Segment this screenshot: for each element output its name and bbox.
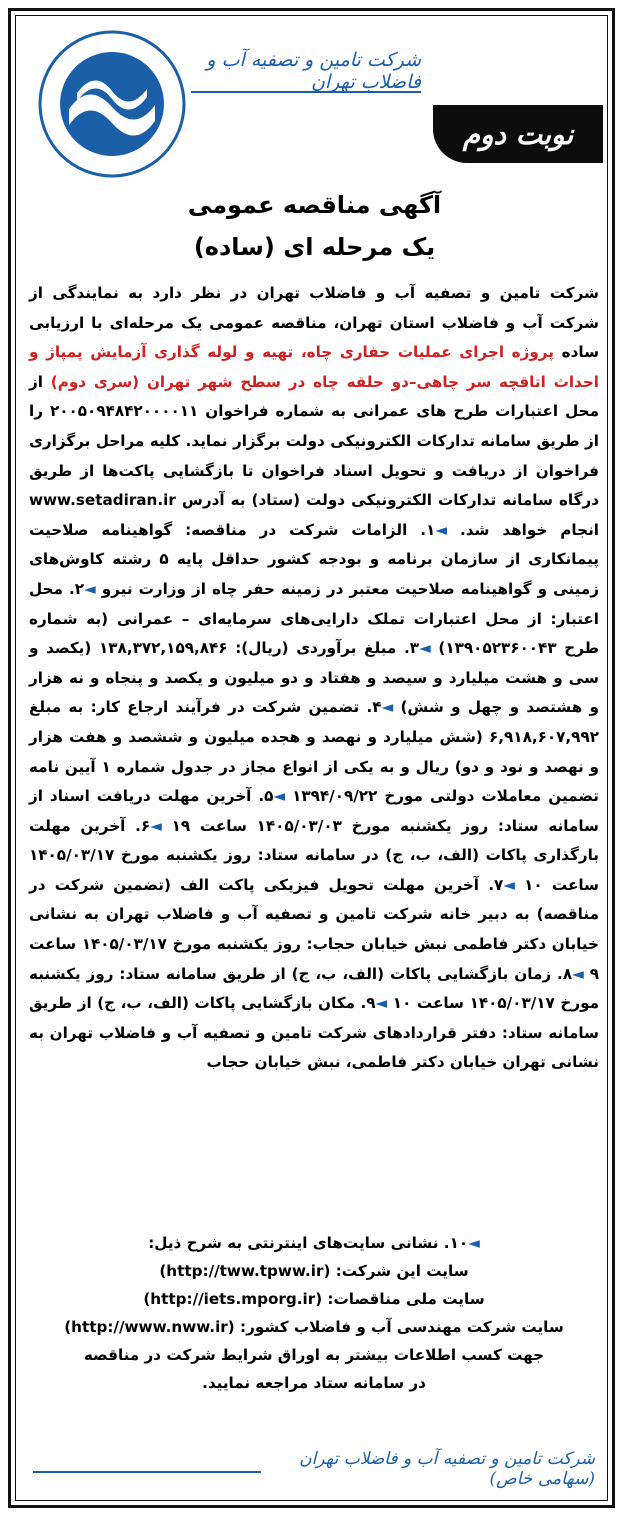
- arrow-icon: ◄: [273, 787, 286, 806]
- clause-4: ۴. تضمین شرکت در فرآیند ارجاع کار: به مبلغ ۶,۹۱۸,۶۰۷,۹۹۲ (شش میلیارد و نهصد و هجده میلیون و ششصد و هفت هزار و نهصد و نود و دو) ریال و به یکی از انواع مجاز در جدول شماره ۱ آیین نامه تضمین معاملات دولتی مورخ ۱۳۹۴/۰۹/۲۲: [29, 698, 599, 806]
- clause-2: ۲. محل اعتبار: از محل اعتبارات تملک دارایی‌های سرمایه‌ای – عمرانی (به شماره طرح ۱۳۹۰۵۲۳۶۰۰۴۳): [29, 579, 599, 658]
- arrow-icon: ◄: [381, 698, 394, 717]
- clause-10: [29, 1229, 599, 1257]
- water-company-logo-icon: [37, 29, 187, 179]
- project-title: پروژه اجرای عملیات حفاری چاه، تهیه و لوله گذاری آزمایش پمپاژ و احداث اتاقچه سر چاهی–دو حلقه چاه در سطح شهر تهران (سری دوم): [29, 343, 599, 391]
- closing-line-1: جهت کسب اطلاعات بیشتر به اوراق شرایط شرکت در مناقصه: [83, 1346, 545, 1364]
- arrow-icon: ◄: [468, 1234, 480, 1252]
- company-site-link[interactable]: سایت این شرکت: (http://tww.tpww.ir): [159, 1262, 469, 1280]
- arrow-icon: ◄: [572, 964, 584, 983]
- arrow-icon: ◄: [419, 639, 431, 658]
- arrow-icon: ◄: [503, 875, 515, 894]
- clause-1: ۱. الزامات شرکت در مناقصه: گواهینامه صلاحیت پیمانکاری از سازمان برنامه و بودجه کشور حداقل پایه ۵ رشته کاوش‌های زمینی و گواهینامه صلاحیت معتبر در زمینه حفر چاه از وزارت نیرو: [29, 520, 599, 598]
- clause-9: ۹. مکان بازگشایی پاکات (الف، ب، ج) از طریق سامانه ستاد: دفتر قراردادهای شرکت تامین و تصفیه آب و فاضلاب تهران به نشانی تهران خیابان دکتر فاطمی، نبش خیابان حجاب: [29, 994, 599, 1072]
- clause-8: ۸. زمان بازگشایی پاکات (الف، ب، ج) از طریق سامانه ستاد: روز یکشنبه مورخ ۱۴۰۵/۰۳/۱۷ ساعت ۱۰: [29, 964, 599, 1013]
- arrow-icon: ◄: [150, 816, 162, 835]
- clause-6: ۶. آخرین مهلت بارگذاری پاکات (الف، ب، ج) در سامانه ستاد: روز یکشنبه مورخ ۱۴۰۵/۰۳/۱۷ ساعت ۱۰: [29, 816, 599, 894]
- round-label-badge: نوبت دوم: [433, 105, 603, 163]
- notice-frame: [8, 8, 615, 1508]
- company-name-heading: شرکت تامین و تصفیه آب و فاضلاب تهران: [191, 51, 421, 93]
- intro-text-a: شرکت تامین و تصفیه آب و فاضلاب تهران در نظر دارد به نمایندگی از شرکت آب و فاضلاب استان تهران، مناقصه عمومی یک مرحله‌ای با ارزیابی ساده: [29, 284, 600, 362]
- clause-10-text: ۱۰. نشانی سایت‌های اینترنتی به شرح ذیل:: [148, 1234, 469, 1252]
- arrow-icon: ◄: [84, 579, 96, 598]
- clause-3: ۳. مبلغ برآوردی (ریال): ۱۳۸,۳۷۲,۱۵۹,۸۴۶ (یکصد و سی و هشت میلیارد و سیصد و هفتاد و دو میلیون و یکصد و پنجاه و نه هزار و هشتصد و چهل و شش): [29, 639, 599, 717]
- footer-signature: شرکت تامین و تصفیه آب و فاضلاب تهران (سهامی خاص): [261, 1449, 601, 1489]
- arrow-icon: ◄: [435, 520, 447, 539]
- intro-paragraph: [29, 279, 599, 1078]
- national-tender-site-link[interactable]: سایت ملی مناقصات: (http://iets.mporg.ir): [143, 1290, 485, 1308]
- engineering-company-site-link[interactable]: سایت شرکت مهندسی آب و فاضلاب کشور: (http://www.nww.ir): [64, 1318, 564, 1336]
- closing-line-2: در سامانه ستاد مراجعه نمایید.: [202, 1374, 426, 1392]
- arrow-icon: ◄: [375, 994, 388, 1013]
- notice-title: آگهی مناقصه عمومی: [187, 191, 442, 219]
- notice-body: [29, 279, 599, 1078]
- clause-7: ۷. آخرین مهلت تحویل فیزیکی پاکت الف (تضمین شرکت در مناقصه) به دبیر خانه شرکت تامین و تصفیه آب و فاضلاب تهران به نشانی خیابان دکتر فاطمی نبش خیابان حجاب: روز یکشنبه مورخ ۱۴۰۵/۰۳/۱۷ ساعت ۹: [29, 875, 599, 983]
- websites-section: [29, 1229, 599, 1397]
- clause-5: ۵. آخرین مهلت دریافت اسناد از سامانه ستاد: روز یکشنبه مورخ ۱۴۰۵/۰۳/۰۳ ساعت ۱۹: [29, 787, 599, 835]
- notice-header: [11, 11, 618, 201]
- intro-text-b: از محل اعتبارات طرح های عمرانی به شماره فراخوان ۲۰۰۵۰۹۴۸۴۲۰۰۰۰۱۱ را از طریق سامانه تدارکات الکترونیکی دولت برگزار نماید. کلیه مراحل برگزاری فراخوان از دریافت و تحویل اسناد فراخوان تا بازگشایی پاکت‌ها از طریق درگاه سامانه تدارکات الکترونیکی دولت (ستاد) به آدرس www.setadiran.ir انجام خواهد شد.: [29, 372, 599, 539]
- notice-subtitle: یک مرحله ای (ساده): [193, 233, 436, 261]
